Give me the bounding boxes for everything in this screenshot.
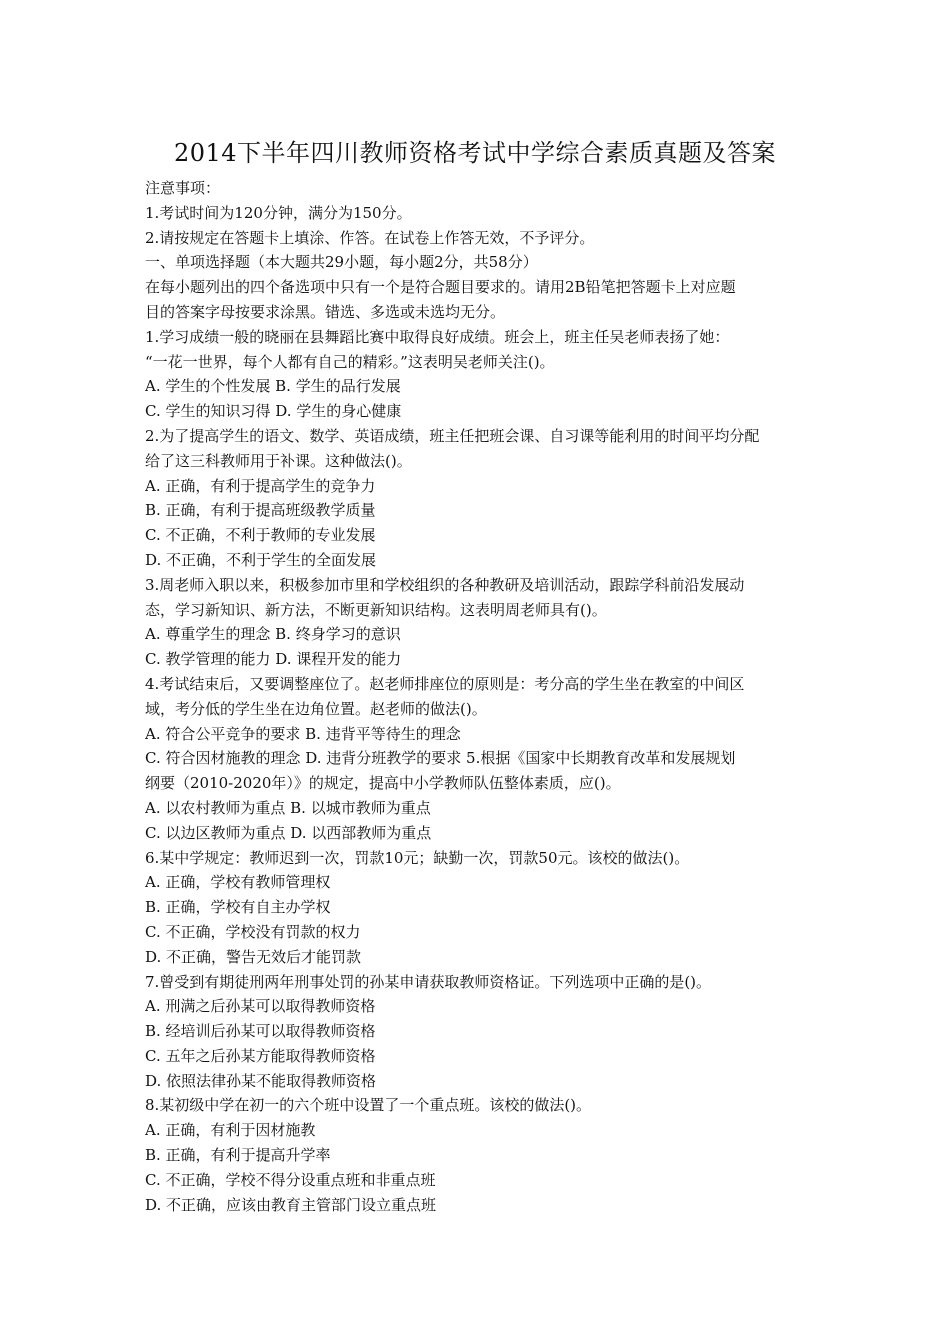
text-line: C. 学生的知识习得 D. 学生的身心健康 <box>145 402 402 421</box>
text-line: C. 不正确，不利于教师的专业发展 <box>145 526 376 545</box>
text-line: A. 正确，学校有教师管理权 <box>145 873 331 892</box>
text-line: A. 以农村教师为重点 B. 以城市教师为重点 <box>145 798 431 817</box>
text-line: 4.考试结束后，又要调整座位了。赵老师排座位的原则是：考分高的学生坐在教室的中间区 <box>145 674 745 693</box>
text-line: C. 符合因材施教的理念 D. 违背分班教学的要求 5.根据《国家中长期教育改革和发展规划 <box>145 749 736 768</box>
text-line: 1.考试时间为120分钟，满分为150分。 <box>145 203 412 222</box>
text-line: “一花一世界，每个人都有自己的精彩。”这表明吴老师关注()。 <box>145 352 555 371</box>
text-line: A. 尊重学生的理念 B. 终身学习的意识 <box>145 625 401 644</box>
text-line: A. 正确，有利于因材施教 <box>145 1121 316 1140</box>
text-line: C. 不正确，学校没有罚款的权力 <box>145 922 361 941</box>
text-line: A. 学生的个性发展 B. 学生的品行发展 <box>145 377 401 396</box>
text-line: 在每小题列出的四个备选项中只有一个是符合题目要求的。请用2B铅笔把答题卡上对应题 <box>145 278 736 297</box>
text-line: C. 以边区教师为重点 D. 以西部教师为重点 <box>145 823 432 842</box>
text-line: 给了这三科教师用于补课。这种做法()。 <box>145 451 412 470</box>
text-line: 域，考分低的学生坐在边角位置。赵老师的做法()。 <box>145 699 487 718</box>
text-line: D. 不正确，应该由教育主管部门设立重点班 <box>145 1195 437 1214</box>
text-line: A. 正确，有利于提高学生的竞争力 <box>145 476 376 495</box>
text-line: 注意事项： <box>145 179 221 197</box>
text-line: B. 正确，有利于提高升学率 <box>145 1146 331 1165</box>
text-line: D. 依照法律孙某不能取得教师资格 <box>145 1071 377 1090</box>
document-body <box>145 176 810 1217</box>
text-line: 7.曾受到有期徒刑两年刑事处罚的孙某申请获取教师资格证。下列选项中正确的是()。 <box>145 972 712 991</box>
text-line: B. 经培训后孙某可以取得教师资格 <box>145 1022 376 1041</box>
text-line: 6.某中学规定：教师迟到一次，罚款10元；缺勤一次，罚款50元。该校的做法()。 <box>145 848 690 867</box>
text-line: 一、单项选择题（本大题共29小题，每小题2分，共58分） <box>145 253 538 272</box>
text-line: 8.某初级中学在初一的六个班中设置了一个重点班。该校的做法()。 <box>145 1096 592 1115</box>
text-line: 1.学习成绩一般的晓丽在县舞蹈比赛中取得良好成绩。班会上，班主任吴老师表扬了她： <box>145 327 730 346</box>
text-line: A. 刑满之后孙某可以取得教师资格 <box>145 997 376 1016</box>
text-line: 纲要（2010-2020年）》的规定，提高中小学教师队伍整体素质，应()。 <box>145 774 621 793</box>
text-line: C. 五年之后孙某方能取得教师资格 <box>145 1046 376 1065</box>
text-line: C. 教学管理的能力 D. 课程开发的能力 <box>145 650 402 669</box>
text-line: 2.请按规定在答题卡上填涂、作答。在试卷上作答无效，不予评分。 <box>145 228 595 247</box>
text-line: 目的答案字母按要求涂黑。错选、多选或未选均无分。 <box>145 302 506 321</box>
text-line: D. 不正确，不利于学生的全面发展 <box>145 550 377 569</box>
document-title: 2014下半年四川教师资格考试中学综合素质真题及答案 <box>173 139 777 167</box>
text-line: D. 不正确，警告无效后才能罚款 <box>145 947 362 966</box>
text-line: C. 不正确，学校不得分设重点班和非重点班 <box>145 1170 436 1189</box>
text-line: B. 正确，有利于提高班级教学质量 <box>145 501 376 520</box>
text-line: 2.为了提高学生的语文、数学、英语成绩，班主任把班会课、自习课等能利用的时间平均分配 <box>145 426 760 445</box>
text-line: B. 正确，学校有自主办学权 <box>145 898 331 917</box>
text-line: 态，学习新知识、新方法，不断更新知识结构。这表明周老师具有()。 <box>145 600 607 619</box>
text-line: A. 符合公平竞争的要求 B. 违背平等待生的理念 <box>145 724 461 743</box>
text-line: 3.周老师入职以来，积极参加市里和学校组织的各种教研及培训活动，跟踪学科前沿发展动 <box>145 575 745 594</box>
